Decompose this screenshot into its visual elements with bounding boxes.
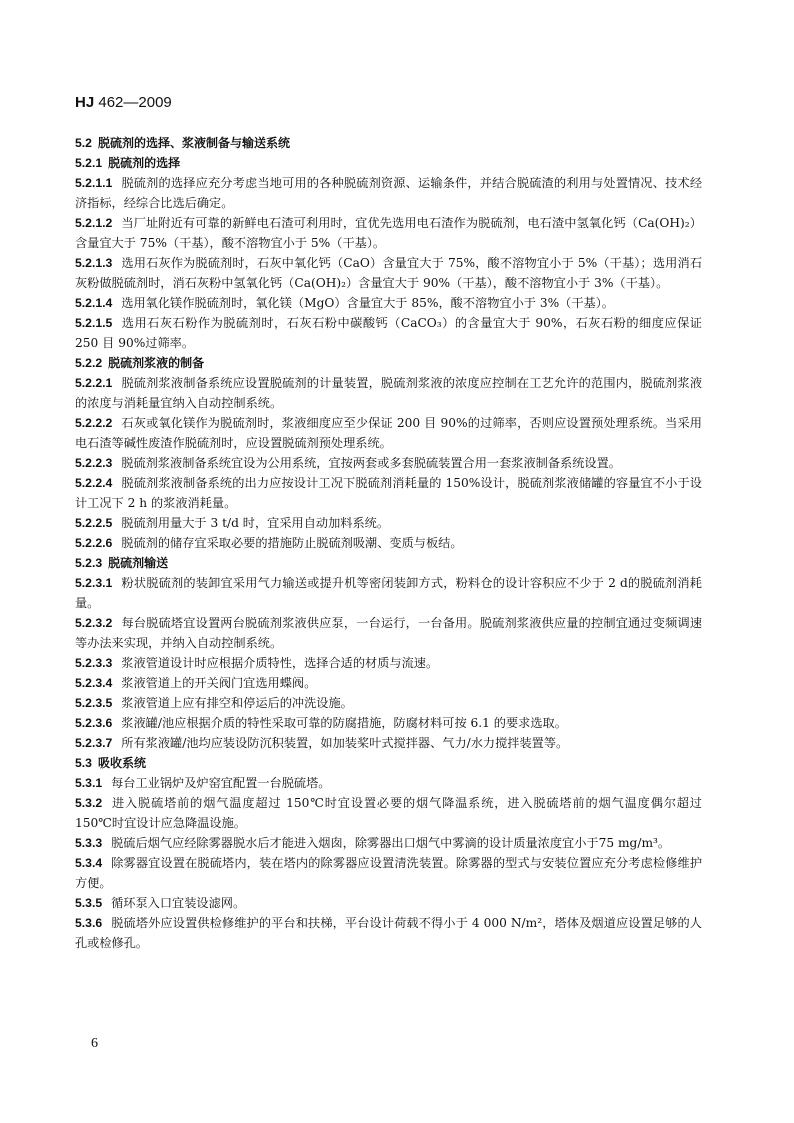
clause-paragraph: [75, 573, 702, 613]
clause-paragraph: [75, 453, 702, 473]
heading-text: 脱硫剂输送: [108, 556, 169, 570]
paragraph-line: 选用石灰作为脱硫剂时，石灰中氧化钙（CaO）含量宜大于 75%，酸不溶物宜小于 5%（干基）；: [121, 256, 653, 270]
paragraph-line: 脱硫剂浆液制备系统的出力应按设计工况下脱硫剂消耗量的 150%设计，脱硫剂浆液储罐的容: [121, 476, 629, 490]
paragraph-line: 75 mg/m³。: [598, 836, 671, 850]
clause-paragraph: [75, 413, 702, 453]
paragraph-line: 脱硫剂浆液制备系统宜设为公用系统，宜按两套或多套脱硫装置合用一套浆液制备系统设置。: [121, 456, 621, 470]
paragraph-line: 浆液管道上应有排空和停运后的冲洗设施。: [121, 696, 353, 710]
paragraph-line: 于 3%（干基）。: [578, 276, 669, 290]
clause-number: 5.2.3: [75, 556, 103, 570]
paragraph-line: 脱硫塔外应设置供检修维护的平台和扶梯，平台设计荷载不得小于 4 000 N/m²，塔体及烟道应: [111, 916, 629, 930]
paragraph-line: 宜通过变频调速等办法来实现，并纳入自动控制系统。: [75, 616, 703, 650]
clause-number: 5.3: [75, 756, 92, 770]
clause-paragraph: [75, 653, 702, 673]
paragraph-line: 分考虑检修维护方便。: [75, 856, 703, 890]
clause-number: 5.3.1: [75, 776, 103, 790]
paragraph-line: 脱硫剂的储存宜采取必要的措施防止脱硫剂吸潮、变质与板结。: [121, 536, 463, 550]
clause-number: 5.2.1: [75, 156, 103, 170]
section-heading: [75, 133, 702, 153]
clause-number: 5.2.1.5: [75, 316, 113, 330]
clause-paragraph: [75, 713, 702, 733]
clause-number: 5.2.2.3: [75, 456, 113, 470]
paragraph-line: 尔超过 150℃时宜设计应急降温设施。: [75, 796, 702, 830]
heading-text: 脱硫剂的选择: [108, 156, 181, 170]
clause-paragraph: [75, 613, 702, 653]
clause-paragraph: [75, 473, 702, 513]
paragraph-line: 选用石灰石粉作为脱硫剂时，石灰石粉中碳酸钙（CaCO₃）的含量宜大于 90%，石灰石粉的细: [121, 316, 652, 330]
clause-number: 5.2.2.5: [75, 516, 113, 530]
paragraph-line: 脱硫剂的选择应充分考虑当地可用的各种脱硫剂资源、运输条件，并结合脱硫渣的利用与处: [121, 176, 616, 190]
paragraph-line: 每台工业锅炉及炉窑宜配置一台脱硫塔。: [111, 776, 331, 790]
section-heading: [75, 553, 702, 573]
clause-paragraph: [75, 773, 702, 793]
paragraph-line: 进入脱硫塔前的烟气温度超过 150℃时宜设置必要的烟气降温系统，进入脱硫塔前的烟气温度偶: [111, 796, 664, 810]
paragraph-line: 设置足够的人孔或检修孔。: [75, 916, 702, 950]
heading-text: 吸收系统: [97, 756, 146, 770]
clause-number: 5.2: [75, 136, 92, 150]
clause-number: 5.2.2.1: [75, 376, 113, 390]
clause-number: 5.2.1.1: [75, 176, 113, 190]
clause-number: 5.2.3.7: [75, 736, 113, 750]
clause-paragraph: [75, 733, 702, 753]
document-header: [75, 93, 172, 113]
page-number: 6: [91, 1036, 98, 1051]
paragraph-line: 浆液罐/池应根据介质的特性采取可靠的防腐措施，防腐材料可按 6.1 的要求选取。: [121, 716, 567, 730]
clause-number: 5.2.1.2: [75, 216, 113, 230]
clause-number: 5.2.2.6: [75, 536, 113, 550]
paragraph-line: 石灰或氧化镁作为脱硫剂时，浆液细度应至少保证 200 目 90%的过筛率，否则应设置预处理: [121, 416, 629, 430]
clause-number: 5.2.1.3: [75, 256, 113, 270]
paragraph-line: 粉状脱硫剂的装卸宜采用气力输送或提升机等密闭装卸方式，粉料仓的设计容积应不少于 2 d: [121, 576, 628, 590]
clause-number: 5.2.2: [75, 356, 103, 370]
paragraph-line: 浆液管道设计时应根据介质特性，选择合适的材质与流速。: [121, 656, 439, 670]
clause-paragraph: [75, 893, 702, 913]
clause-paragraph: [75, 673, 702, 693]
paragraph-line: 脱硫剂用量大于 3 t/d 时，宜采用自动加料系统。: [121, 516, 390, 530]
clause-number: 5.2.3.5: [75, 696, 113, 710]
paragraph-line: 选用氧化镁作脱硫剂时，氧化镁（MgO）含量宜大于 85%，酸不溶物宜小于 3%（干基）。: [121, 296, 614, 310]
paragraph-line: 内，脱硫剂浆液的浓度与消耗量宜纳入自动控制系统。: [75, 376, 703, 410]
paragraph-line: 浆液管道上的开关阀门宜选用蝶阀。: [121, 676, 317, 690]
clause-paragraph: [75, 533, 702, 553]
clause-paragraph: [75, 253, 702, 293]
section-heading: [75, 353, 702, 373]
paragraph-line: 量宜不小于设计工况下 2 h 的浆液消耗量。: [75, 476, 702, 510]
clause-paragraph: [75, 513, 702, 533]
paragraph-line: 除雾器宜设置在脱硫塔内，装在塔内的除雾器应设置清洗装置。除雾器的型式与安装位置应充: [111, 856, 616, 870]
clause-number: 5.2.1.4: [75, 296, 113, 310]
clause-paragraph: [75, 853, 702, 893]
clause-paragraph: [75, 213, 702, 253]
clause-number: 5.2.3.6: [75, 716, 113, 730]
paragraph-line: 脱硫后烟气应经除雾器脱水后才能进入烟囱，除雾器出口烟气中雾滴的设计质量浓度宜小于: [111, 836, 599, 850]
clause-number: 5.3.6: [75, 916, 103, 930]
paragraph-line: 脱硫剂浆液制备系统应设置脱硫剂的计量装置，脱硫剂浆液的浓度应控制在工艺允许的范围: [121, 376, 616, 390]
clause-paragraph: [75, 173, 702, 213]
clause-number: 5.2.3.3: [75, 656, 113, 670]
clause-number: 5.2.3.1: [75, 576, 113, 590]
heading-text: 脱硫剂的选择、浆液制备与输送系统: [97, 136, 290, 150]
clause-number: 5.3.2: [75, 796, 103, 810]
paragraph-line: 度应保证 250 目 90%过筛率。: [75, 316, 702, 350]
clause-paragraph: [75, 693, 702, 713]
clause-paragraph: [75, 373, 702, 413]
standard-code: HJ: [75, 94, 95, 111]
heading-text: 脱硫剂浆液的制备: [108, 356, 205, 370]
document-body: [75, 133, 702, 953]
clause-number: 5.3.3: [75, 836, 103, 850]
clause-number: 5.2.3.4: [75, 676, 113, 690]
paragraph-line: 钙（Ca(OH)₂）含量宜大于 75%（干基），酸不溶物宜小于 5%（干基）。: [75, 216, 702, 250]
paragraph-line: 所有浆液罐/池均应装设防沉积装置，如加装桨叶式搅拌器、气力/水力搅拌装置等。: [121, 736, 569, 750]
clause-paragraph: [75, 833, 702, 853]
standard-number: 462—2009: [98, 94, 172, 111]
paragraph-line: 系统。当采用电石渣等碱性废渣作脱硫剂时，应设置脱硫剂预处理系统。: [75, 416, 702, 450]
clause-paragraph: [75, 793, 702, 833]
clause-number: 5.2.3.2: [75, 616, 113, 630]
clause-paragraph: [75, 313, 702, 353]
clause-paragraph: [75, 293, 702, 313]
paragraph-line: 置情况、技术经济指标，经综合比选后确定。: [75, 176, 703, 210]
section-heading: [75, 153, 702, 173]
paragraph-line: 每台脱硫塔宜设置两台脱硫剂浆液供应泵，一台运行，一台备用。脱硫剂浆液供应量的控制: [121, 616, 616, 630]
clause-number: 5.2.2.2: [75, 416, 113, 430]
section-heading: [75, 753, 702, 773]
paragraph-line: 的脱硫剂消耗量。: [75, 576, 702, 610]
clause-number: 5.3.4: [75, 856, 103, 870]
paragraph-line: 选用消石灰粉做脱硫剂时，消石灰粉中氢氧化钙（Ca(OH)₂）含量宜大于 90%（干基），酸不溶物宜小: [75, 256, 703, 290]
paragraph-line: 当厂址附近有可靠的新鲜电石渣可利用时，宜优先选用电石渣作为脱硫剂，电石渣中氢氧化: [121, 216, 614, 230]
clause-number: 5.2.2.4: [75, 476, 113, 490]
clause-paragraph: [75, 913, 702, 953]
clause-number: 5.3.5: [75, 896, 103, 910]
paragraph-line: 循环泵入口宜装设滤网。: [111, 896, 246, 910]
